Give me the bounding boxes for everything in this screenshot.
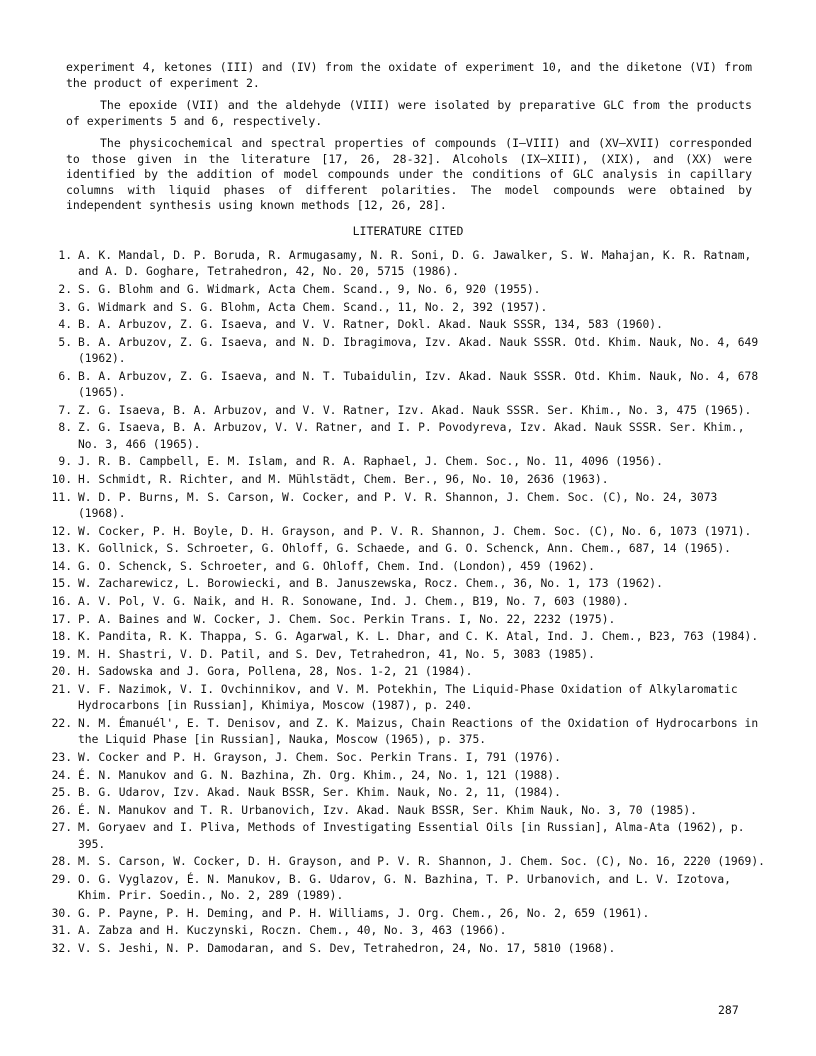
- reference-number: 27.: [51, 821, 72, 835]
- reference-number: 25.: [51, 786, 72, 800]
- reference-text: A. V. Pol, V. G. Naik, and H. R. Sonowane, Ind. J. Chem., B19, No. 7, 603 (1980).: [78, 594, 629, 608]
- literature-cited-heading: LITERATURE CITED: [352, 224, 464, 238]
- reference-number: 29.: [51, 872, 72, 886]
- reference-text: H. Sadowska and J. Gora, Pollena, 28, Nos. 1-2, 21 (1984).: [78, 665, 473, 679]
- reference-item: [50, 923, 766, 939]
- reference-text: Z. G. Isaeva, B. A. Arbuzov, V. V. Ratner, and I. P. Povodyreva, Izv. Akad. Nauk SSSR. Ser. Khim., No. 3, 466 (1965).: [78, 421, 745, 451]
- reference-number: 11.: [51, 490, 72, 504]
- reference-item: [50, 454, 766, 470]
- reference-number: 26.: [51, 803, 72, 817]
- reference-text: M. Goryaev and I. Pliva, Methods of Investigating Essential Oils [in Russian], Alma-Ata (1962), p. 395.: [78, 821, 745, 851]
- body-paragraph-2: The epoxide (VII) and the aldehyde (VIII) were isolated by preparative GLC from the products of experiments 5 and 6, respectively.: [66, 98, 752, 128]
- reference-text: O. G. Vyglazov, É. N. Manukov, B. G. Udarov, G. N. Bazhina, T. P. Urbanovich, and L. V. Izotova, Khim. Prir. Soedin., No. 2, 289 (1989).: [78, 872, 731, 903]
- body-paragraph-3: The physicochemical and spectral properties of compounds (I–VIII) and (XV–XVII) corresponded to those given in the literature [17, 26, 28-32]. Alcohols (IX–XIII), (XIX), and (XX) were identified by the addition of model compounds under the conditions of GLC analysis in capillary columns with liquid phases of different polarities. The model compounds were obtained by independent synthesis using known methods [12, 26, 28].: [66, 136, 752, 212]
- reference-text: M. H. Shastri, V. D. Patil, and S. Dev, Tetrahedron, 41, No. 5, 3083 (1985).: [78, 647, 595, 661]
- reference-text: B. A. Arbuzov, Z. G. Isaeva, and N. D. Ibragimova, Izv. Akad. Nauk SSSR. Otd. Khim. Nauk, No. 4, 649 (1962).: [78, 335, 759, 366]
- reference-number: 16.: [51, 594, 72, 608]
- reference-item: [50, 682, 766, 715]
- reference-number: 24.: [51, 768, 72, 782]
- reference-number: 23.: [51, 750, 72, 764]
- reference-item: [50, 820, 766, 853]
- reference-text: H. Schmidt, R. Richter, and M. Mühlstädt, Chem. Ber., 96, No. 10, 2636 (1963).: [78, 472, 609, 486]
- reference-text: W. Cocker, P. H. Boyle, D. H. Grayson, and P. V. R. Shannon, J. Chem. Soc. (C), No. 6, 1073 (1971).: [78, 524, 752, 538]
- reference-number: 2.: [58, 283, 72, 296]
- reference-number: 7.: [58, 403, 72, 417]
- reference-item: [50, 300, 766, 316]
- reference-number: 31.: [51, 924, 72, 938]
- reference-item: [50, 369, 766, 402]
- reference-item: [50, 785, 766, 801]
- reference-text: W. Zacharewicz, L. Borowiecki, and B. Januszewska, Rocz. Chem., 36, No. 1, 173 (1962).: [78, 577, 663, 591]
- reference-item: [50, 472, 766, 488]
- reference-text: W. Cocker and P. H. Grayson, J. Chem. Soc. Perkin Trans. I, 791 (1976).: [78, 750, 561, 764]
- reference-text: B. A. Arbuzov, Z. G. Isaeva, and N. T. Tubaidulin, Izv. Akad. Nauk SSSR. Otd. Khim. Nauk, No. 4, 678 (1965).: [78, 369, 759, 400]
- reference-item: [50, 282, 766, 298]
- reference-text: B. G. Udarov, Izv. Akad. Nauk BSSR, Ser. Khim. Nauk, No. 2, 11, (1984).: [78, 786, 561, 800]
- reference-item: [50, 906, 766, 922]
- reference-number: 20.: [51, 665, 72, 679]
- reference-text: B. A. Arbuzov, Z. G. Isaeva, and V. V. Ratner, Dokl. Akad. Nauk SSSR, 134, 583 (1960).: [78, 318, 663, 332]
- reference-number: 30.: [51, 906, 72, 920]
- reference-text: W. D. P. Burns, M. S. Carson, W. Cocker, and P. V. R. Shannon, J. Chem. Soc. (C), No. 24, 3073 (1968).: [78, 490, 718, 520]
- reference-number: 19.: [51, 647, 72, 661]
- reference-number: 28.: [51, 855, 72, 869]
- reference-item: [50, 612, 766, 628]
- reference-text: V. S. Jeshi, N. P. Damodaran, and S. Dev, Tetrahedron, 24, No. 17, 5810 (1968).: [78, 942, 616, 956]
- page-number: 287: [718, 1003, 739, 1017]
- reference-number: 21.: [51, 682, 72, 696]
- reference-item: [50, 629, 766, 645]
- reference-text: N. M. Émanuél', E. T. Denisov, and Z. K. Maizus, Chain Reactions of the Oxidation of Hydrocarbons in the Liquid Phase [in Russian], Nauka, Moscow (1965), p. 375.: [78, 716, 759, 747]
- reference-number: 22.: [51, 716, 72, 730]
- reference-text: G. O. Schenck, S. Schroeter, and G. Ohloff, Chem. Ind. (London), 459 (1962).: [78, 559, 595, 573]
- reference-item: [50, 664, 766, 680]
- reference-number: 3.: [58, 300, 72, 314]
- reference-item: [50, 854, 766, 870]
- reference-item: [50, 541, 766, 557]
- reference-text: V. F. Nazimok, V. I. Ovchinnikov, and V. M. Potekhin, The Liquid-Phase Oxidation of Alkylaromatic Hydrocarbons [in Russian], Khimiya, Moscow (1987), p. 240.: [78, 682, 738, 713]
- reference-list: [50, 248, 766, 959]
- reference-item: [50, 768, 766, 784]
- reference-number: 8.: [58, 421, 72, 435]
- reference-item: [50, 594, 766, 610]
- reference-item: [50, 647, 766, 663]
- reference-text: Z. G. Isaeva, B. A. Arbuzov, and V. V. Ratner, Izv. Akad. Nauk SSSR. Ser. Khim., No. 3, 475 (1965).: [78, 403, 752, 417]
- reference-item: [50, 248, 766, 281]
- reference-item: [50, 490, 766, 523]
- reference-text: A. Zabza and H. Kuczynski, Roczn. Chem., 40, No. 3, 463 (1966).: [78, 924, 507, 938]
- reference-number: 12.: [51, 524, 72, 538]
- reference-text: É. N. Manukov and G. N. Bazhina, Zh. Org. Khim., 24, No. 1, 121 (1988).: [78, 768, 561, 782]
- reference-item: [50, 524, 766, 540]
- body-paragraph-1: experiment 4, ketones (III) and (IV) from the oxidate of experiment 10, and the diketone (VI) from the product of experiment 2.: [66, 60, 752, 90]
- reference-number: 32.: [51, 942, 72, 956]
- reference-text: G. P. Payne, P. H. Deming, and P. H. Williams, J. Org. Chem., 26, No. 2, 659 (1961).: [78, 906, 650, 920]
- reference-number: 14.: [51, 559, 72, 573]
- reference-text: J. R. B. Campbell, E. M. Islam, and R. A. Raphael, J. Chem. Soc., No. 11, 4096 (1956).: [78, 455, 663, 469]
- reference-number: 17.: [51, 612, 72, 626]
- reference-item: [50, 716, 766, 749]
- reference-item: [50, 403, 766, 419]
- reference-item: [50, 576, 766, 592]
- reference-item: [50, 559, 766, 575]
- reference-number: 15.: [51, 577, 72, 591]
- reference-text: S. G. Blohm and G. Widmark, Acta Chem. Scand., 9, No. 6, 920 (1955).: [78, 283, 541, 296]
- reference-item: [50, 420, 766, 453]
- reference-item: [50, 872, 766, 905]
- reference-number: 13.: [51, 542, 72, 556]
- reference-item: [50, 941, 766, 957]
- reference-number: 1.: [58, 249, 72, 262]
- reference-number: 10.: [51, 472, 72, 486]
- reference-number: 18.: [51, 630, 72, 644]
- reference-item: [50, 750, 766, 766]
- reference-number: 5.: [58, 335, 72, 349]
- reference-number: 9.: [58, 455, 72, 469]
- reference-text: K. Gollnick, S. Schroeter, G. Ohloff, G. Schaede, and G. O. Schenck, Ann. Chem., 687, 14 (1965).: [78, 542, 731, 556]
- reference-text: É. N. Manukov and T. R. Urbanovich, Izv. Akad. Nauk BSSR, Ser. Khim Nauk, No. 3, 70 (1985).: [78, 803, 697, 817]
- reference-item: [50, 317, 766, 333]
- reference-text: A. K. Mandal, D. P. Boruda, R. Armugasamy, N. R. Soni, D. G. Jawalker, S. W. Mahajan, K. R. Ratnam, and A. D. Goghare, Tetrahedron, 42, No. 20, 5715 (1986).: [78, 249, 752, 279]
- reference-number: 6.: [58, 369, 72, 383]
- reference-item: [50, 803, 766, 819]
- reference-number: 4.: [58, 318, 72, 332]
- reference-text: M. S. Carson, W. Cocker, D. H. Grayson, and P. V. R. Shannon, J. Chem. Soc. (C), No. 16, 2220 (1969).: [78, 855, 765, 869]
- reference-item: [50, 335, 766, 368]
- reference-text: K. Pandita, R. K. Thappa, S. G. Agarwal, K. L. Dhar, and C. K. Atal, Ind. J. Chem., B23, 763 (1984).: [78, 630, 759, 644]
- reference-text: P. A. Baines and W. Cocker, J. Chem. Soc. Perkin Trans. I, No. 22, 2232 (1975).: [78, 612, 616, 626]
- reference-text: G. Widmark and S. G. Blohm, Acta Chem. Scand., 11, No. 2, 392 (1957).: [78, 300, 548, 314]
